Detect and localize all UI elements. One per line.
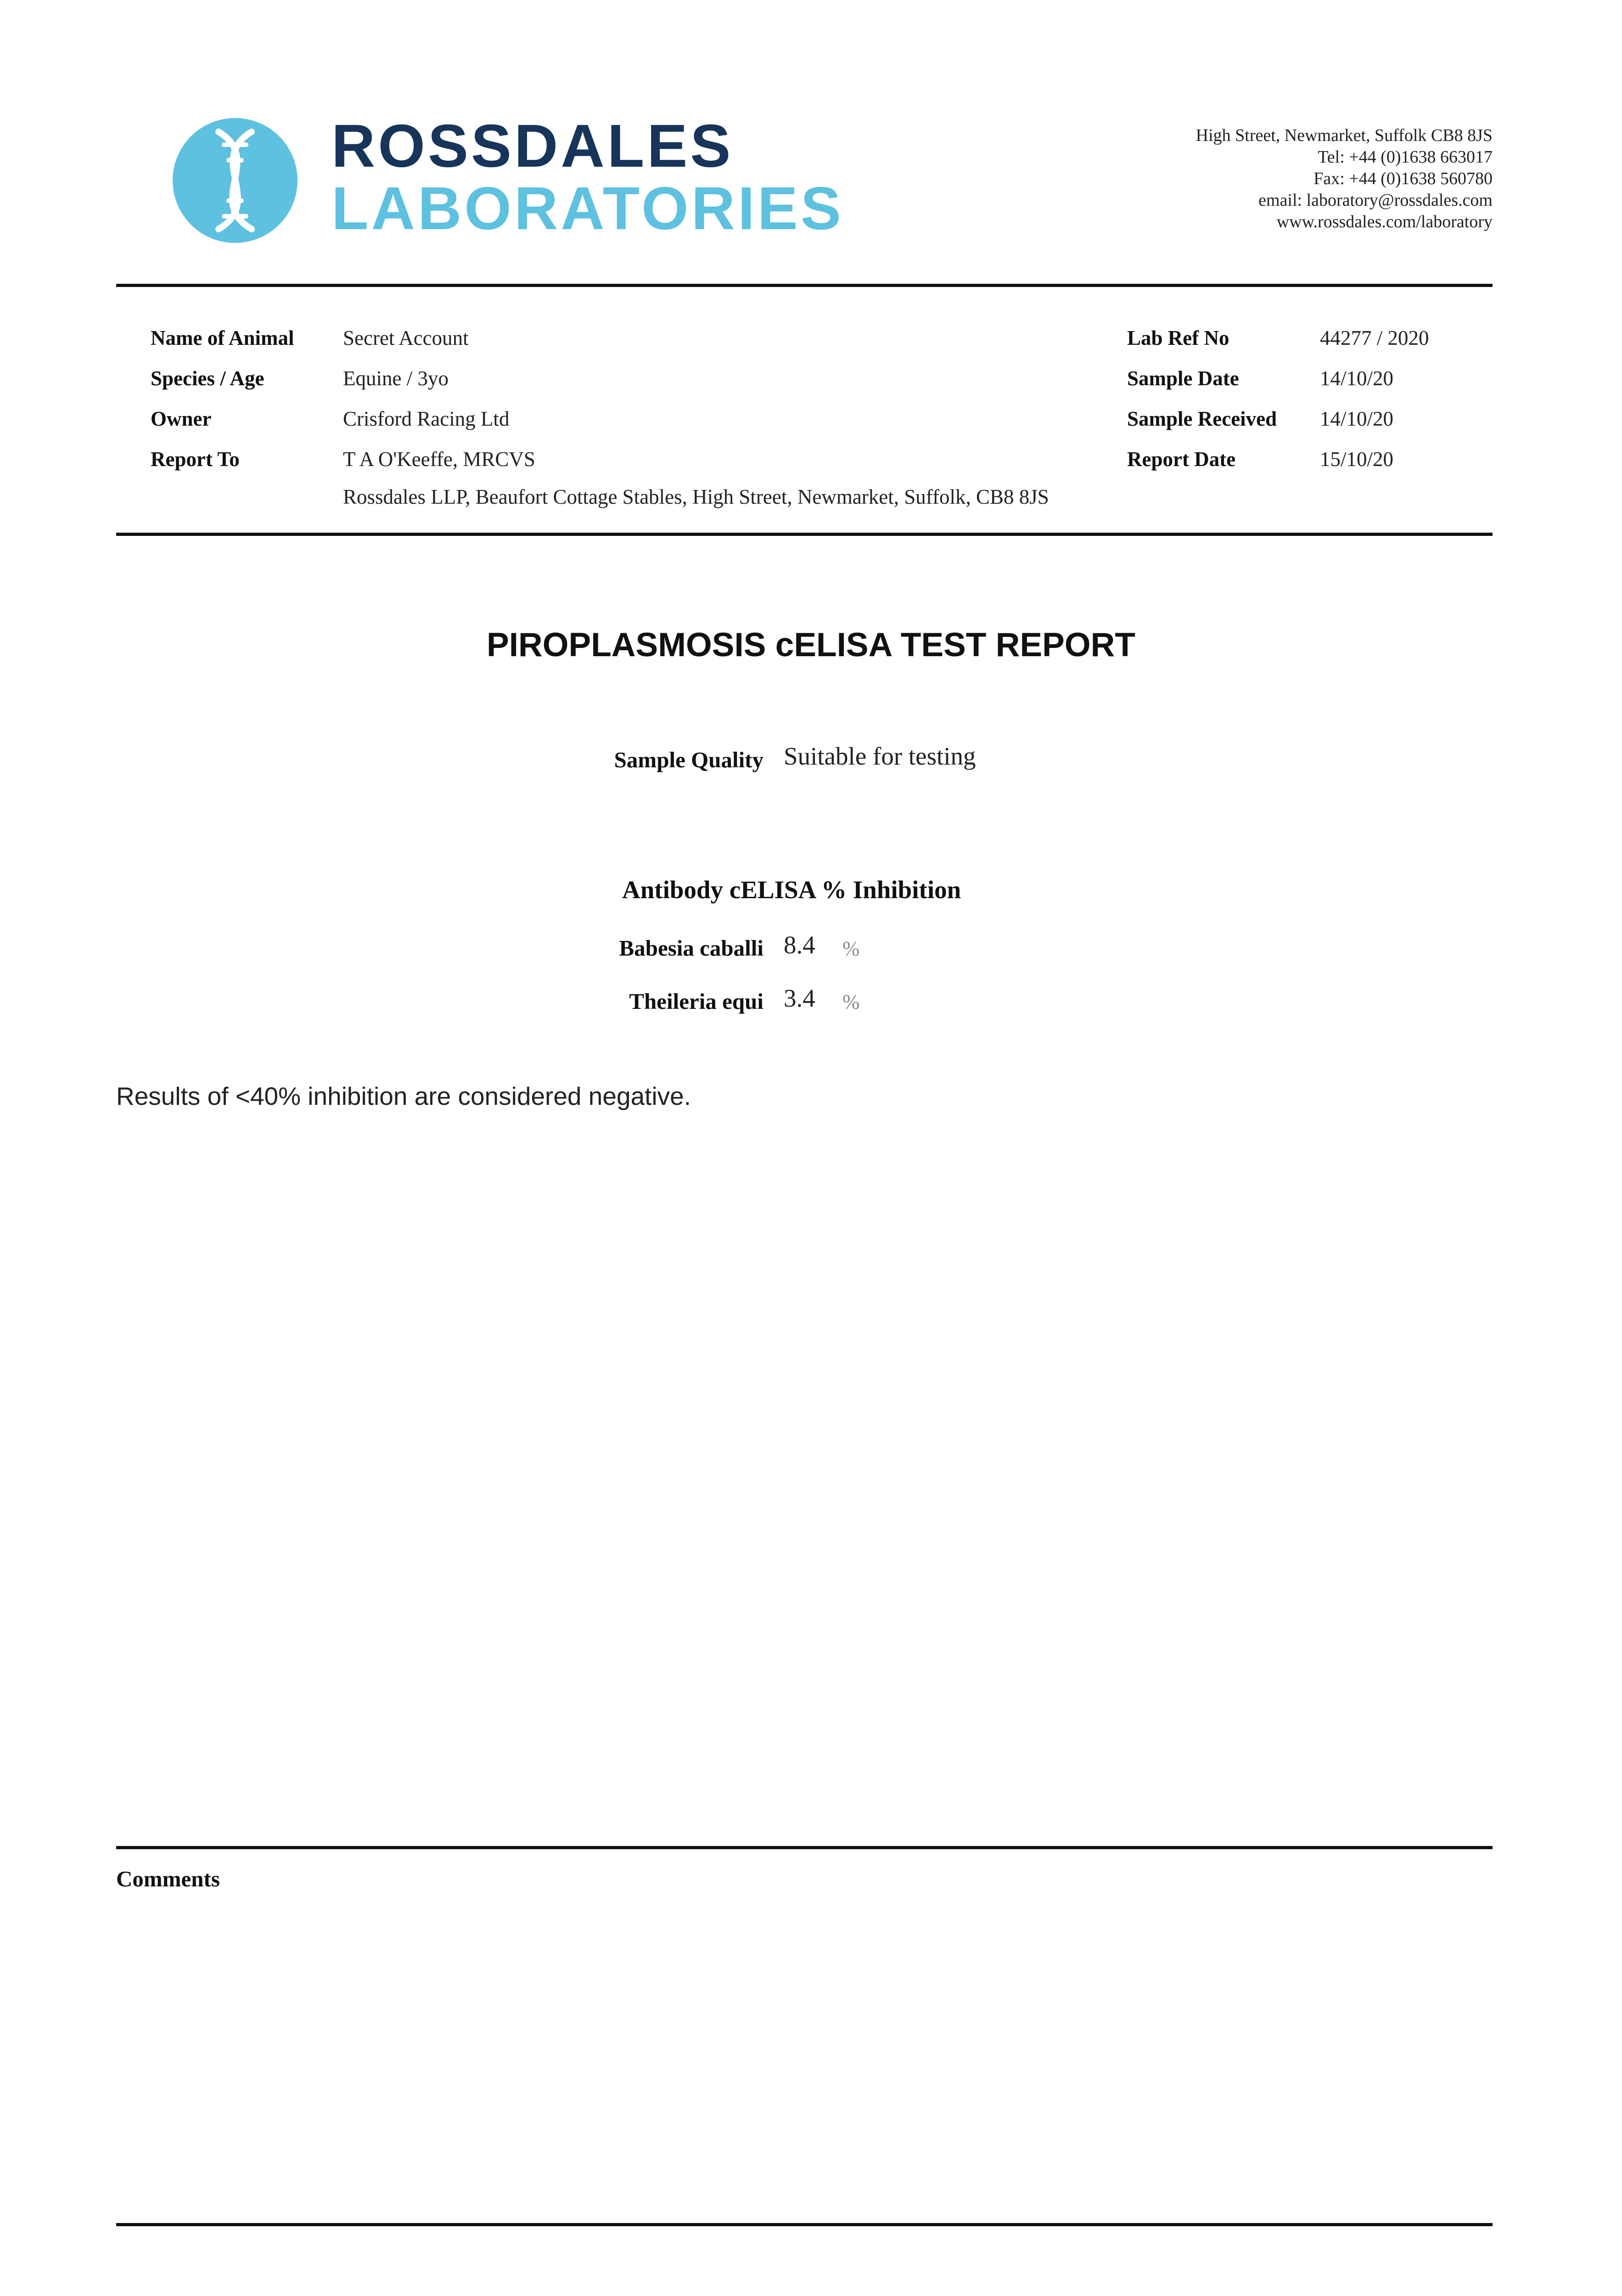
info-divider <box>116 533 1493 536</box>
sample-received-label: Sample Received <box>1127 407 1277 430</box>
name-of-animal-label: Name of Animal <box>151 326 294 349</box>
contact-address: High Street, Newmarket, Suffolk CB8 8JS <box>1195 126 1493 145</box>
brand-name-line1: ROSSDALES <box>331 112 734 180</box>
babesia-caballi-value: 8.4 <box>784 931 815 959</box>
report-date-label: Report Date <box>1127 448 1236 471</box>
species-age-label: Species / Age <box>151 367 264 390</box>
theileria-equi-value: 3.4 <box>784 984 815 1012</box>
sample-date-label: Sample Date <box>1127 367 1239 390</box>
sample-date-value: 14/10/20 <box>1320 367 1394 390</box>
report-to-label: Report To <box>151 448 240 471</box>
negative-threshold-note: Results of <40% inhibition are considered negative. <box>116 1082 691 1110</box>
lab-ref-value: 44277 / 2020 <box>1320 326 1429 349</box>
report-date-value: 15/10/20 <box>1320 448 1394 471</box>
contact-block <box>1196 125 1493 233</box>
antibody-section-title: Antibody cELISA % Inhibition <box>622 876 961 904</box>
sample-quality-label: Sample Quality <box>614 747 763 772</box>
dna-helix-icon <box>173 118 297 243</box>
contact-email: email: laboratory@rossdales.com <box>1258 191 1493 210</box>
theileria-equi-label: Theileria equi <box>629 989 763 1014</box>
report-to-value: T A O'Keeffe, MRCVS <box>343 448 535 471</box>
owner-label: Owner <box>151 407 212 430</box>
contact-tel: Tel: +44 (0)1638 663017 <box>1318 147 1493 167</box>
header-divider <box>116 284 1493 287</box>
comments-heading: Comments <box>116 1866 220 1891</box>
contact-website: www.rossdales.com/laboratory <box>1276 212 1493 231</box>
owner-value: Crisford Racing Ltd <box>343 407 510 430</box>
contact-fax: Fax: +44 (0)1638 560780 <box>1313 169 1493 188</box>
brand-name-line2: LABORATORIES <box>331 174 844 242</box>
theileria-equi-unit: % <box>842 990 860 1013</box>
lab-ref-label: Lab Ref No <box>1127 326 1229 349</box>
footer-divider <box>116 2223 1493 2226</box>
name-of-animal-value: Secret Account <box>343 326 469 349</box>
sample-received-value: 14/10/20 <box>1320 407 1394 430</box>
sample-quality-value: Suitable for testing <box>784 742 976 770</box>
species-age-value: Equine / 3yo <box>343 367 449 390</box>
report-to-address: Rossdales LLP, Beaufort Cottage Stables, High Street, Newmarket, Suffolk, CB8 8JS <box>343 485 1049 508</box>
report-title: PIROPLASMOSIS cELISA TEST REPORT <box>487 626 1135 664</box>
babesia-caballi-label: Babesia caballi <box>619 935 763 961</box>
babesia-caballi-unit: % <box>842 937 860 960</box>
comments-divider <box>116 1846 1493 1849</box>
